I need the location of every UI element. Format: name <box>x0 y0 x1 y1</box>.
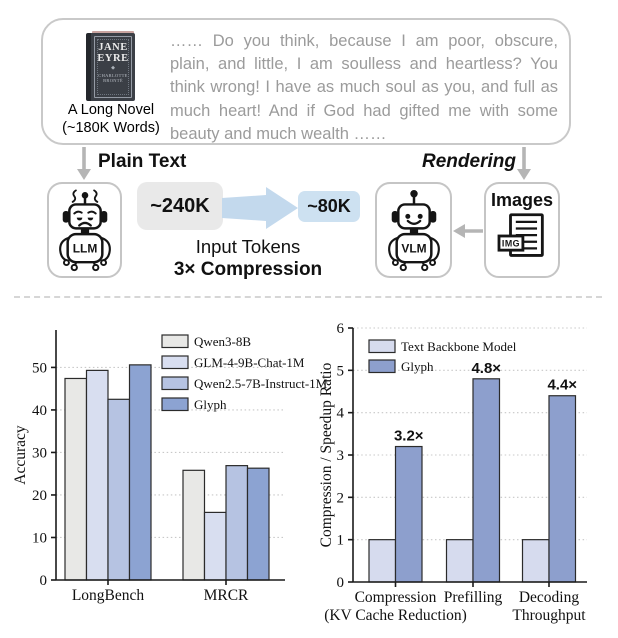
category-label: LongBench <box>71 587 145 604</box>
book-caption-line1: A Long Novel <box>67 102 155 118</box>
tick-label: 10 <box>32 530 47 547</box>
bar <box>369 540 396 582</box>
accuracy-bar-chart <box>10 318 335 636</box>
plain-text-label: Plain Text <box>98 151 187 172</box>
book-title-line2: EYRE <box>97 52 129 64</box>
arrow-left-icon <box>452 222 484 240</box>
vlm-agent-box <box>375 182 452 278</box>
compression-ratio-label: 3× Compression <box>173 259 323 280</box>
legend-label: Glyph <box>401 359 434 374</box>
tokens-after-badge <box>298 191 360 222</box>
book-title-line1: JANE <box>98 42 128 53</box>
bar <box>549 396 576 582</box>
bar <box>162 356 188 369</box>
arrow-down-right-icon <box>514 147 534 181</box>
tick-label: 1 <box>336 532 344 549</box>
steam-squiggle-right <box>94 190 97 202</box>
value-label: 4.4× <box>547 376 578 394</box>
images-label: Images <box>490 190 554 210</box>
tick-label: 0 <box>336 575 344 591</box>
vlm-label: VLM <box>400 241 427 256</box>
dashed-divider <box>14 296 602 298</box>
bar <box>447 540 474 582</box>
input-tokens-label: Input Tokens <box>195 236 301 257</box>
category-label: MRCR <box>203 587 249 604</box>
bar <box>473 379 500 582</box>
images-box <box>484 182 560 278</box>
y-axis-label: Accuracy <box>12 425 29 485</box>
tokens-before-badge <box>137 182 223 230</box>
llm-label: LLM <box>72 241 97 256</box>
compression-arrow-icon <box>222 184 300 232</box>
book-author: CHARLOTTE BRONTË <box>98 73 128 83</box>
tick-label: 5 <box>336 363 344 380</box>
speedup-bar-chart <box>318 318 618 638</box>
book-cover <box>86 31 135 101</box>
bar <box>162 398 188 411</box>
tick-label: 2 <box>336 490 344 507</box>
book-ornament: ◆ <box>111 65 115 71</box>
tick-label: 6 <box>336 321 344 337</box>
img-badge-label: IMG <box>501 238 520 249</box>
category-label: Prefilling <box>443 589 503 606</box>
bar <box>396 447 423 582</box>
image-document-icon <box>497 213 547 259</box>
category-label: Decoding <box>518 589 580 606</box>
legend-label: Text Backbone Model <box>401 339 517 354</box>
legend-label: GLM-4-9B-Chat-1M <box>194 355 305 370</box>
novel-quote: …… Do you think, because I am poor, obscure, plain, and little, I am soulless and heartless? You think wrong! I have as much soul as you, and full as much heart! And if God had gifted me with some beauty and much wealth …… <box>170 32 558 143</box>
category-label: (KV Cache Reduction) <box>324 607 467 624</box>
bar <box>369 340 395 353</box>
bar <box>130 365 152 580</box>
llm-agent-box <box>47 182 122 278</box>
book-front <box>91 33 135 101</box>
book-caption-line2: (~180K Words) <box>62 119 160 136</box>
tick-label: 20 <box>32 487 47 504</box>
bar <box>369 360 395 373</box>
bar <box>226 466 248 580</box>
input-tokens-block <box>158 235 338 282</box>
legend-label: Qwen3-8B <box>194 334 252 349</box>
bar <box>248 468 270 580</box>
tick-label: 30 <box>32 445 47 462</box>
steam-squiggle-left <box>72 190 75 202</box>
y-axis-label: Compression / Speedup Ratio <box>318 362 335 548</box>
rendering-label: Rendering <box>422 151 516 172</box>
category-label: Compression <box>354 589 437 606</box>
bar <box>183 470 205 580</box>
bar <box>162 335 188 348</box>
tick-label: 3 <box>336 448 344 464</box>
value-label: 4.8× <box>471 359 502 377</box>
value-label: 3.2× <box>393 427 424 445</box>
sad-robot-llm-icon <box>52 186 118 274</box>
category-label: Throughput <box>512 607 586 624</box>
bar <box>108 399 130 580</box>
tick-label: 0 <box>39 573 47 589</box>
bar <box>205 512 227 580</box>
bar <box>162 377 188 390</box>
legend-label: Qwen2.5-7B-Instruct-1M <box>194 376 328 391</box>
tick-label: 40 <box>32 402 47 419</box>
tokens-before-value: ~240K <box>150 194 210 217</box>
happy-robot-vlm-icon <box>381 186 447 274</box>
tick-label: 4 <box>336 405 344 422</box>
tokens-after-value: ~80K <box>307 196 351 216</box>
book-title <box>91 43 135 64</box>
bar <box>523 540 550 582</box>
legend-label: Glyph <box>194 397 227 412</box>
arrow-down-left-icon <box>74 147 94 181</box>
tick-label: 50 <box>32 360 47 377</box>
bar <box>65 378 87 580</box>
book-caption <box>44 102 178 137</box>
bar <box>87 370 109 580</box>
